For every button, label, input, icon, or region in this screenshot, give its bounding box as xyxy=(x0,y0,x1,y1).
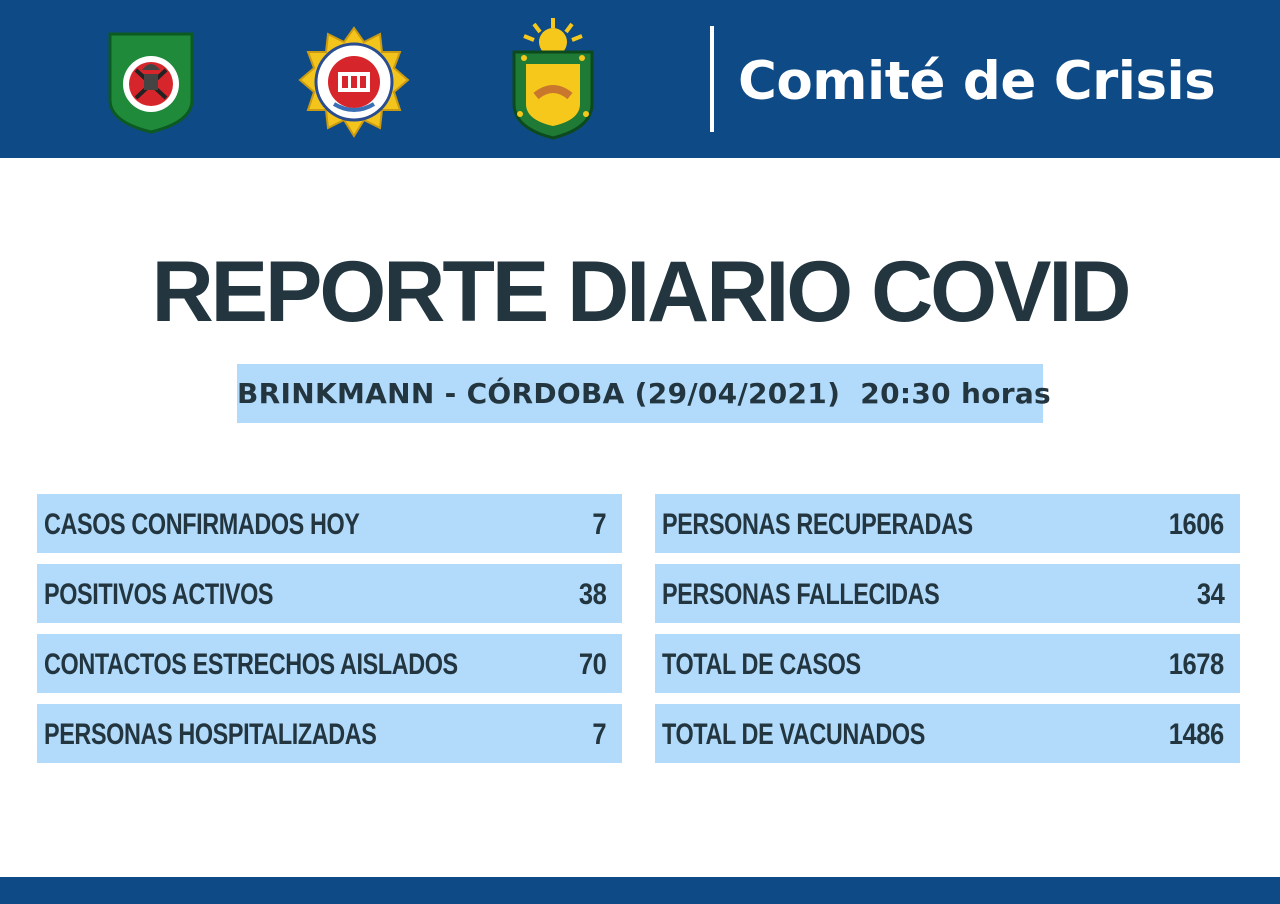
footer-bar xyxy=(0,877,1280,904)
stat-value: 7 xyxy=(592,718,606,751)
stat-value: 1486 xyxy=(1168,718,1224,751)
police-badge-icon xyxy=(298,26,410,138)
stat-label: CONTACTOS ESTRECHOS AISLADOS xyxy=(44,648,458,681)
stat-label: PERSONAS HOSPITALIZADAS xyxy=(44,718,377,751)
header-divider xyxy=(710,26,714,132)
stat-value: 1606 xyxy=(1168,508,1224,541)
report-title: REPORTE DIARIO COVID xyxy=(151,244,1129,340)
firefighters-shield-icon xyxy=(106,30,196,134)
stat-value: 38 xyxy=(578,578,606,611)
stat-row-deceased xyxy=(655,564,1240,623)
committee-title: Comité de Crisis xyxy=(738,51,1216,112)
stat-row-total-cases xyxy=(655,634,1240,693)
stat-row-recovered xyxy=(655,494,1240,553)
stat-value: 34 xyxy=(1196,578,1224,611)
stat-label: TOTAL DE VACUNADOS xyxy=(662,718,925,751)
report-subtitle-box xyxy=(237,364,1052,423)
stat-row-active-positives xyxy=(37,564,622,623)
town-coat-of-arms-icon xyxy=(510,18,596,140)
stat-label: PERSONAS FALLECIDAS xyxy=(662,578,940,611)
stat-row-confirmed-today xyxy=(37,494,622,553)
stat-label: TOTAL DE CASOS xyxy=(662,648,861,681)
stat-value: 7 xyxy=(592,508,606,541)
stat-row-hospitalized xyxy=(37,704,622,763)
stat-value: 70 xyxy=(578,648,606,681)
header-banner xyxy=(0,0,1280,158)
stat-value: 1678 xyxy=(1168,648,1224,681)
stat-row-isolated-contacts xyxy=(37,634,622,693)
stat-label: POSITIVOS ACTIVOS xyxy=(44,578,274,611)
stat-row-total-vaccinated xyxy=(655,704,1240,763)
stat-label: CASOS CONFIRMADOS HOY xyxy=(44,508,360,541)
stat-label: PERSONAS RECUPERADAS xyxy=(662,508,973,541)
report-subtitle: BRINKMANN - CÓRDOBA (29/04/2021) 20:30 horas xyxy=(237,377,1052,410)
